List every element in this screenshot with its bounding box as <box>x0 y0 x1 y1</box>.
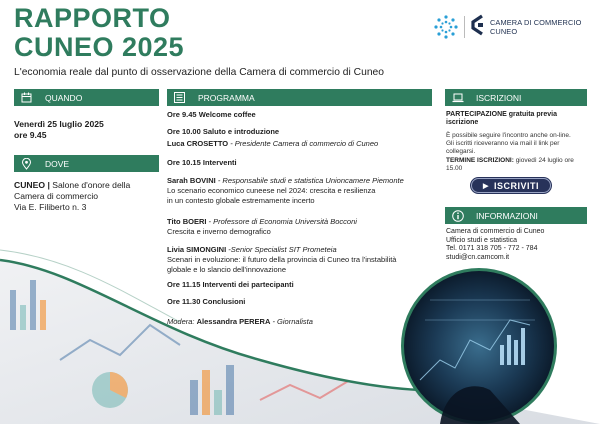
talk-title: Lo scenario economico cuneese nel 2024: crescita e resilienza <box>167 185 376 195</box>
speaker-name: Livia SIMONGINI <box>167 245 227 255</box>
speaker-role: - Presidente Camera di commercio di Cuneo <box>228 139 379 149</box>
laptop-icon <box>451 91 464 104</box>
title-line-2: CUNEO 2025 <box>14 32 185 62</box>
registration-free-note <box>446 111 587 128</box>
venue-block <box>14 180 159 213</box>
quando-header <box>14 89 159 106</box>
title-line-1: RAPPORTO <box>14 3 171 33</box>
event-time: ore 9.45 <box>14 130 47 140</box>
contact-line: Ufficio studi e statistica <box>446 236 518 244</box>
online-note-line: collegarsi. <box>446 147 476 155</box>
registration-free-line: PARTECIPAZIONE gratuita previa <box>446 111 557 118</box>
programme-item: Ore 10.15 Interventi <box>167 157 237 167</box>
talk-title: Scenari in evoluzione: il futuro della provincia di Cuneo tra l'instabilità <box>167 254 397 264</box>
talk-title: in un contesto globale estremamente incerto <box>167 195 315 205</box>
event-subtitle: L'economia reale dal punto di osservazione della Camera di commercio di Cuneo <box>14 67 384 78</box>
contact-email[interactable]: studi@cn.camcom.it <box>446 253 510 261</box>
iscrizioni-header-label: ISCRIZIONI <box>476 92 522 103</box>
deadline-value: giovedì 24 luglio ore <box>513 157 574 164</box>
speaker-name: Tito BOERI <box>167 217 207 227</box>
programme-item: Ore 10.00 Saluto e introduzione <box>167 126 280 136</box>
register-button-label: ISCRIVITI <box>493 180 539 191</box>
info-icon <box>451 209 464 222</box>
calendar-icon <box>20 91 33 104</box>
online-note-line: È possibile seguire l'incontro anche on-line. <box>446 132 571 139</box>
iscrizioni-header <box>445 89 587 106</box>
programme-speaker <box>167 176 432 186</box>
dove-header-label: DOVE <box>45 158 70 169</box>
background-photo <box>0 230 600 424</box>
speaker-name: Luca CROSETTO <box>167 139 229 149</box>
registration-free-line: iscrizione <box>446 119 479 127</box>
circular-photo-frame <box>401 268 557 424</box>
programma-header <box>167 89 432 106</box>
venue-line-1 <box>14 180 159 191</box>
informazioni-header-label: INFORMAZIONI <box>476 210 538 221</box>
dots-emblem-icon <box>433 14 459 40</box>
venue-city: CUNEO <box>14 180 46 190</box>
programme-item: Ore 11.30 Conclusioni <box>167 296 246 306</box>
programme-speaker <box>167 217 432 227</box>
programme-item <box>167 110 432 120</box>
logo-divider <box>464 16 465 38</box>
venue-separator: | <box>47 180 50 190</box>
chamber-logo <box>433 12 593 44</box>
venue-name: Salone d'onore della <box>52 180 131 190</box>
event-date-block <box>14 119 104 141</box>
speaker-role: - Professore di Economia Università Bocconi <box>206 217 357 227</box>
registration-deadline <box>446 157 587 173</box>
speaker-name: Sarah BOVINI <box>167 176 216 186</box>
play-arrow-icon: ▶ <box>483 182 489 190</box>
programme-speaker <box>167 139 432 149</box>
moderator-name: Alessandra PERERA <box>196 317 271 327</box>
register-button[interactable] <box>471 178 551 193</box>
logo-text <box>490 18 581 36</box>
dove-header <box>14 155 159 172</box>
programme-text: Welcome coffee <box>198 110 256 119</box>
chamber-c-icon <box>469 14 485 36</box>
moderator-role: - Giornalista <box>270 317 313 327</box>
programma-header-label: PROGRAMMA <box>198 92 255 103</box>
speaker-role: -Senior Specialist SIT Prometeia <box>226 245 337 255</box>
online-note <box>446 132 587 155</box>
venue-line-2: Camera di commercio <box>14 191 99 201</box>
informazioni-header <box>445 207 587 224</box>
contact-line: Camera di commercio di Cuneo <box>446 228 545 235</box>
quando-header-label: QUANDO <box>45 92 83 103</box>
event-date: Venerdì 25 luglio 2025 <box>14 119 104 129</box>
deadline-time: 15.00 <box>446 164 463 172</box>
programme-item: Ore 11.15 Interventi dei partecipanti <box>167 280 294 290</box>
programme-time: Ore 9.45 <box>167 110 197 119</box>
contact-phone: Tel. 0171 318 705 - 772 - 784 <box>446 245 538 252</box>
venue-address: Via E. Filiberto n. 3 <box>14 202 87 212</box>
event-title <box>14 4 184 62</box>
location-pin-icon <box>20 157 33 170</box>
logo-line-2: CUNEO <box>490 27 518 36</box>
speaker-role: - Responsabile studi e statistica Unioncamere Piemonte <box>215 176 404 186</box>
moderator-label: Modera: <box>167 317 197 327</box>
logo-line-1: CAMERA DI COMMERCIO <box>490 18 582 27</box>
deadline-label: TERMINE ISCRIZIONI: <box>446 157 514 164</box>
online-note-line: Gli iscritti riceveranno via mail il link per <box>446 139 560 147</box>
talk-title: globale e lo slancio dell'innovazione <box>167 264 287 274</box>
talk-title: Crescita e inverno demografico <box>167 226 271 236</box>
agenda-list-icon <box>173 91 186 104</box>
